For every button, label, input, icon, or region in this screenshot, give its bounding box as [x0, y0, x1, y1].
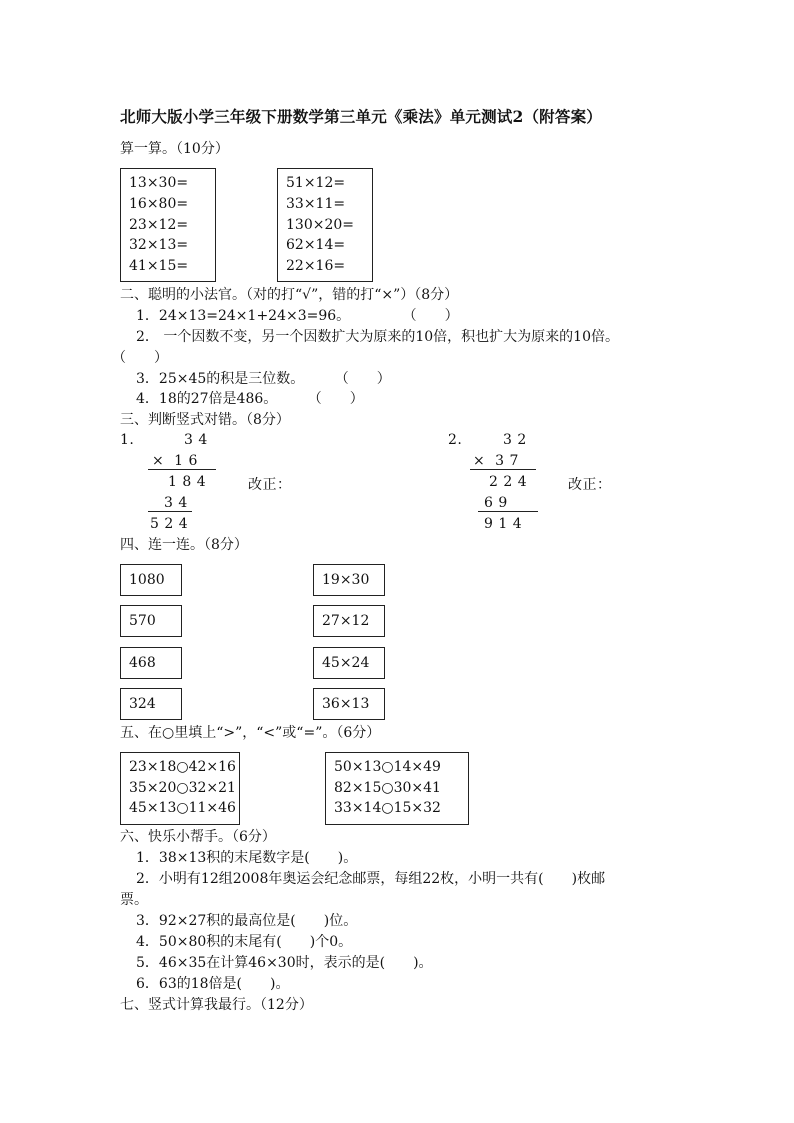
partial-product: 3 4: [164, 495, 188, 511]
calc-box-left: [120, 168, 216, 282]
fill-item-6: 6．63的18倍是( )。: [136, 976, 290, 992]
answer-blank[interactable]: （ ）: [334, 371, 391, 387]
judge-item-2: [136, 326, 619, 346]
match-right-19x30[interactable]: 19×30: [313, 564, 385, 596]
calc-item: 16×80=: [129, 195, 189, 212]
match-right-45x24[interactable]: 45×24: [313, 647, 385, 679]
rule-line: [148, 511, 192, 512]
compare-box-left: [120, 752, 240, 825]
fill-item-2-cont: 票。: [120, 892, 148, 908]
match-left-570[interactable]: 570: [120, 605, 182, 637]
calc-box-right: [277, 168, 373, 282]
fill-item-5: 5．46×35在计算46×30时，表示的是( )。: [136, 955, 433, 971]
rule-line: [148, 469, 216, 470]
multiplier: × 3 7: [473, 453, 519, 469]
correction-label: 改正：: [568, 477, 612, 493]
calc-item: 51×12=: [286, 175, 346, 191]
answer-blank[interactable]: （ ）: [402, 308, 459, 324]
multiplier: × 1 6: [152, 453, 198, 469]
compare-item: 33×14○15×32: [334, 800, 441, 816]
product: 9 1 4: [484, 516, 523, 532]
judge-item-1: [136, 305, 459, 325]
problem-number: 2.: [448, 432, 463, 448]
match-right-36x13[interactable]: 36×13: [313, 688, 385, 720]
problem-number: 1.: [120, 432, 135, 448]
calc-item: 13×30=: [129, 175, 189, 191]
section5-heading: 五、在○里填上“>”，“<”或“=”。（6分）: [120, 725, 381, 741]
match-left-468[interactable]: 468: [120, 647, 182, 679]
section7-heading: 七、竖式计算我最行。（12分）: [120, 997, 313, 1013]
compare-box-right: [325, 752, 469, 825]
compare-item: 45×13○11×46: [129, 800, 236, 816]
judge-text: 3．25×45的积是三位数。: [136, 371, 305, 387]
fill-item-1: 1．38×13积的末尾数字是( )。: [136, 850, 358, 866]
partial-product: 2 2 4: [489, 474, 528, 490]
compare-item: 35×20○32×21: [129, 779, 236, 796]
calc-item: 130×20=: [286, 216, 354, 233]
fill-item-3: 3．92×27积的最高位是( )位。: [136, 913, 358, 929]
answer-blank[interactable]: （ ）: [307, 391, 364, 407]
judge-text: 2． 一个因数不变，另一个因数扩大为原来的10倍，积也扩大为原来的10倍。: [136, 329, 619, 345]
compare-item: 82×15○30×41: [334, 779, 441, 796]
section6-heading: 六、快乐小帮手。（6分）: [120, 829, 276, 845]
correction-label: 改正：: [248, 477, 292, 493]
partial-product: 1 8 4: [168, 474, 207, 490]
calc-item: 62×14=: [286, 237, 346, 254]
section3-heading: 三、判断竖式对错。（8分）: [120, 412, 290, 428]
multiplicand: 3 4: [184, 432, 208, 448]
section2-heading: 二、聪明的小法官。（对的打“√”，错的打“×”）（8分）: [120, 287, 459, 303]
calc-item: 22×16=: [286, 258, 346, 275]
judge-item-2-paren[interactable]: [112, 347, 168, 367]
match-left-324[interactable]: 324: [120, 688, 182, 720]
section1-heading: 算一算。（10分）: [120, 141, 229, 157]
match-right-27x12[interactable]: 27×12: [313, 605, 385, 637]
judge-text: 4．18的27倍是486。: [136, 391, 278, 407]
partial-product: 6 9: [484, 495, 508, 511]
fill-item-2: 2．小明有12组2008年奥运会纪念邮票，每组22枚，小明一共有( )枚邮: [136, 871, 606, 887]
multiplicand: 3 2: [503, 432, 527, 448]
compare-item: 50×13○14×49: [334, 759, 441, 775]
match-left-1080[interactable]: 1080: [120, 564, 182, 596]
judge-text: 1．24×13=24×1+24×3=96。: [136, 308, 351, 324]
answer-blank[interactable]: （ ）: [112, 350, 168, 366]
calc-item: 33×11=: [286, 195, 346, 212]
calc-item: 41×15=: [129, 258, 189, 275]
calc-item: 23×12=: [129, 216, 189, 233]
page-title: 北师大版小学三年级下册数学第三单元《乘法》单元测试2（附答案）: [120, 107, 602, 126]
fill-item-4: 4．50×80积的末尾有( )个0。: [136, 934, 353, 950]
judge-item-4: [136, 388, 364, 408]
calc-item: 32×13=: [129, 237, 189, 254]
rule-line: [478, 511, 538, 512]
section4-heading: 四、连一连。（8分）: [120, 537, 248, 553]
compare-item: 23×18○42×16: [129, 759, 236, 775]
judge-item-3: [136, 368, 391, 388]
product: 5 2 4: [150, 516, 189, 532]
rule-line: [470, 469, 536, 470]
